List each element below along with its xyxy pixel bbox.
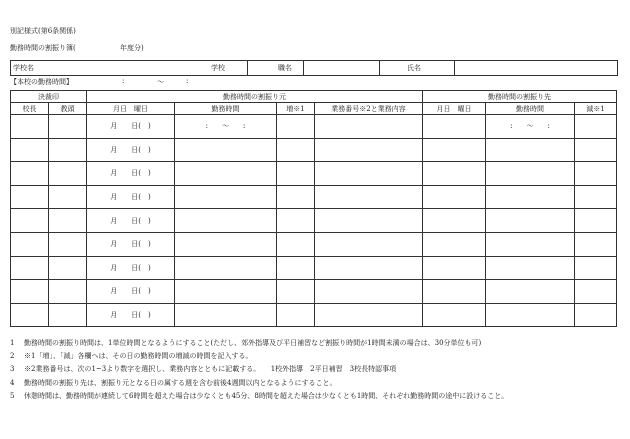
note-item: [10, 337, 622, 350]
task-cell[interactable]: [315, 209, 423, 233]
col-date-from: 月日 曜日: [87, 103, 175, 115]
note-item: [10, 363, 622, 376]
school-suffix: 学校: [211, 64, 225, 72]
seal-principal-cell[interactable]: [11, 303, 49, 327]
hours-to-cell[interactable]: [486, 280, 575, 304]
table-row: [11, 209, 617, 233]
decrease-cell[interactable]: [575, 232, 617, 256]
school-hours-sep: 〜: [157, 78, 164, 86]
date-from-cell[interactable]: 月 日( ): [87, 162, 175, 186]
col-decrease: 減※1: [575, 103, 617, 115]
seal-principal-cell[interactable]: [11, 162, 49, 186]
hours-to-cell[interactable]: [486, 256, 575, 280]
note-number: 1: [10, 339, 15, 347]
increase-cell[interactable]: [277, 162, 315, 186]
increase-cell[interactable]: [277, 209, 315, 233]
seal-vice-cell[interactable]: [49, 256, 87, 280]
seal-vice-cell[interactable]: [49, 162, 87, 186]
seal-principal-cell[interactable]: [11, 115, 49, 139]
note-number: 2: [10, 352, 15, 361]
date-to-cell[interactable]: [423, 256, 486, 280]
hours-from-cell[interactable]: [175, 162, 277, 186]
table-row: [11, 138, 617, 162]
seal-header: 決裁印: [11, 91, 87, 103]
task-cell[interactable]: [315, 138, 423, 162]
seal-vice-cell[interactable]: [49, 232, 87, 256]
increase-cell[interactable]: [277, 185, 315, 209]
date-to-cell[interactable]: [423, 232, 486, 256]
form-label: 別記様式(第6条関係): [10, 27, 76, 35]
hours-to-cell[interactable]: [486, 138, 575, 162]
date-to-cell[interactable]: [423, 162, 486, 186]
date-from-cell[interactable]: 月 日( ): [87, 256, 175, 280]
task-cell[interactable]: [315, 185, 423, 209]
seal-vice-cell[interactable]: [49, 138, 87, 162]
decrease-cell[interactable]: [575, 280, 617, 304]
note-text: ※2業務番号は、次の1~3より数字を選択し、業務内容とともに記載する。 1校外指導 2平日補習 3校長特認事項: [24, 365, 397, 374]
note-item: [10, 390, 622, 403]
date-to-cell[interactable]: [423, 185, 486, 209]
date-from-cell[interactable]: 月 日( ): [87, 138, 175, 162]
task-cell[interactable]: [315, 256, 423, 280]
note-number: 5: [10, 391, 15, 400]
task-cell[interactable]: [315, 115, 423, 139]
col-hours-from: 勤務時間: [175, 103, 277, 115]
col-task: 業務番号※2と業務内容: [315, 103, 423, 115]
hours-to-cell[interactable]: : 〜 :: [486, 115, 575, 139]
table-row: [11, 162, 617, 186]
page-title: 勤務時間の割振り簿(: [10, 44, 76, 52]
header-divider: [247, 61, 248, 75]
table-row: [11, 232, 617, 256]
hours-to-cell[interactable]: [486, 185, 575, 209]
table-row: [11, 115, 617, 139]
hours-to-cell[interactable]: [486, 162, 575, 186]
note-text: ※1「増」、「減」各欄へは、その日の勤務時間の増減の時間を記入する。: [24, 352, 253, 361]
increase-cell[interactable]: [277, 303, 315, 327]
decrease-cell[interactable]: [575, 185, 617, 209]
increase-cell[interactable]: [277, 256, 315, 280]
hours-from-cell[interactable]: [175, 209, 277, 233]
task-cell[interactable]: [315, 303, 423, 327]
date-to-cell[interactable]: [423, 280, 486, 304]
increase-cell[interactable]: [277, 232, 315, 256]
decrease-cell[interactable]: [575, 138, 617, 162]
note-number: 3: [10, 365, 15, 374]
to-header: 勤務時間の割振り先: [423, 91, 617, 103]
hours-from-cell[interactable]: [175, 280, 277, 304]
header-divider: [379, 61, 380, 75]
header-divider: [454, 61, 455, 75]
seal-principal-cell[interactable]: [11, 138, 49, 162]
decrease-cell[interactable]: [575, 162, 617, 186]
date-to-cell[interactable]: [423, 138, 486, 162]
seal-vice-cell[interactable]: [49, 115, 87, 139]
seal-principal-cell[interactable]: [11, 256, 49, 280]
table-row: [11, 185, 617, 209]
date-to-cell[interactable]: [423, 209, 486, 233]
from-header: 勤務時間の割振り元: [87, 91, 423, 103]
hours-from-cell[interactable]: [175, 232, 277, 256]
hours-from-cell[interactable]: [175, 256, 277, 280]
increase-cell[interactable]: [277, 280, 315, 304]
table-row: [11, 303, 617, 327]
date-to-cell[interactable]: [423, 303, 486, 327]
decrease-cell[interactable]: [575, 115, 617, 139]
header-divider: [303, 61, 304, 75]
note-item: [10, 377, 622, 390]
seal-principal-cell[interactable]: [11, 280, 49, 304]
seal-principal-cell[interactable]: [11, 185, 49, 209]
col-hours-to: 勤務時間: [486, 103, 575, 115]
date-from-cell[interactable]: 月 日( ): [87, 209, 175, 233]
job-title-label: 職名: [278, 64, 292, 72]
hours-from-cell[interactable]: [175, 138, 277, 162]
date-from-cell[interactable]: 月 日( ): [87, 185, 175, 209]
seal-vice-cell[interactable]: [49, 185, 87, 209]
date-to-cell[interactable]: [423, 115, 486, 139]
date-from-cell[interactable]: 月 日( ): [87, 303, 175, 327]
school-name-label: 学校名: [13, 64, 34, 72]
date-from-cell[interactable]: 月 日( ): [87, 280, 175, 304]
note-number: 4: [10, 378, 15, 387]
notes: [10, 337, 622, 403]
hours-to-cell[interactable]: [486, 303, 575, 327]
seal-vice-cell[interactable]: [49, 280, 87, 304]
note-text: 勤務時間の割振り時間は、1単位時間となるようにすること(ただし、郊外指導及び平日補習など割振り時間が1時間未満の場合は、30分単位も可): [24, 339, 482, 347]
note-item: [10, 350, 622, 363]
increase-cell[interactable]: [277, 138, 315, 162]
col-vice-principal: 教頭: [49, 103, 87, 115]
header-row: [10, 60, 618, 76]
task-cell[interactable]: [315, 162, 423, 186]
hours-to-cell[interactable]: [486, 209, 575, 233]
seal-principal-cell[interactable]: [11, 232, 49, 256]
note-text: 休憩時間は、勤務時間が連続して6時間を超えた場合は少なくとも45分、8時間を超えた場合は少なくとも1時間、それぞれ勤務時間の途中に設けること。: [24, 391, 509, 400]
school-hours-from: :: [122, 77, 125, 85]
date-from-cell[interactable]: 月 日( ): [87, 115, 175, 139]
fiscal-year: 年度分): [120, 44, 144, 52]
col-increase: 増※1: [277, 103, 315, 115]
seal-vice-cell[interactable]: [49, 209, 87, 233]
hours-from-cell[interactable]: [175, 303, 277, 327]
hours-from-cell[interactable]: : 〜 :: [175, 115, 277, 139]
table-row: [11, 256, 617, 280]
col-principal: 校長: [11, 103, 49, 115]
note-text: 勤務時間の割振り先は、割振り元となる日の属する週を含む前後4週間以内となるようにすること。: [24, 378, 337, 387]
seal-vice-cell[interactable]: [49, 303, 87, 327]
school-hours-to: :: [186, 77, 189, 85]
table-row: [11, 280, 617, 304]
decrease-cell[interactable]: [575, 303, 617, 327]
increase-cell[interactable]: [277, 115, 315, 139]
date-from-cell[interactable]: 月 日( ): [87, 232, 175, 256]
name-label: 氏名: [407, 64, 421, 72]
hours-to-cell[interactable]: [486, 232, 575, 256]
seal-principal-cell[interactable]: [11, 209, 49, 233]
decrease-cell[interactable]: [575, 209, 617, 233]
task-cell[interactable]: [315, 280, 423, 304]
col-date-to: 月日 曜日: [423, 103, 486, 115]
allocation-table: [10, 90, 617, 327]
decrease-cell[interactable]: [575, 256, 617, 280]
task-cell[interactable]: [315, 232, 423, 256]
hours-from-cell[interactable]: [175, 185, 277, 209]
school-hours-label: 【本校の勤務時間】: [10, 78, 73, 86]
